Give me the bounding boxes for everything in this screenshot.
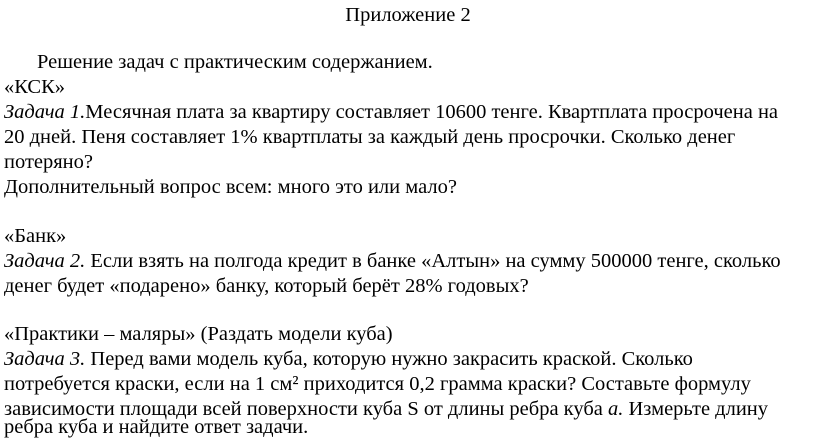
task-1-line-1 <box>4 99 778 125</box>
task-3-line-2: потребуется краски, если на 1 см² приходится 0,2 грамма краски? Составьте формулу <box>4 373 751 395</box>
task-3-line-1 <box>4 346 693 372</box>
task-3-text: Перед вами модель куба, которую нужно закрасить краской. Сколько <box>85 348 693 370</box>
task-2-label: Задача 2. <box>4 250 86 272</box>
group-name-bank: «Банк» <box>4 225 67 247</box>
task-2-line-1 <box>4 248 781 274</box>
task-1-label: Задача 1. <box>4 101 86 123</box>
task-3-line-3-end: Измерьте длину <box>623 398 769 420</box>
task-1-text: Месячная плата за квартиру составляет 10600 тенге. Квартплата просрочена на <box>85 101 779 123</box>
appendix-title: Приложение 2 <box>345 4 471 26</box>
extra-question: Дополнительный вопрос всем: много это или мало? <box>4 176 457 198</box>
task-2-text: Если взять на полгода кредит в банке «Алтын» на сумму 500000 тенге, сколько <box>85 250 781 272</box>
document-heading: Решение задач с практическим содержанием. <box>37 51 433 73</box>
task-3-line-4: ребра куба и найдите ответ задачи. <box>4 416 309 438</box>
task-1-line-2: 20 дней. Пеня составляет 1% квартплаты за каждый день просрочки. Сколько денег <box>4 126 736 148</box>
task-2-line-2: денег будет «подарено» банку, который берёт 28% годовых? <box>4 275 529 297</box>
task-3-line-3-start: зависимости площади всей поверхности куба S от длины ребра куба <box>4 398 608 420</box>
task-1-line-3: потеряно? <box>4 151 94 173</box>
group-name-ksk: «КСК» <box>4 76 66 98</box>
group-name-painters: «Практики – маляры» (Раздать модели куба) <box>4 323 393 345</box>
edge-variable: а. <box>607 398 624 420</box>
task-3-label: Задача 3. <box>4 348 86 370</box>
